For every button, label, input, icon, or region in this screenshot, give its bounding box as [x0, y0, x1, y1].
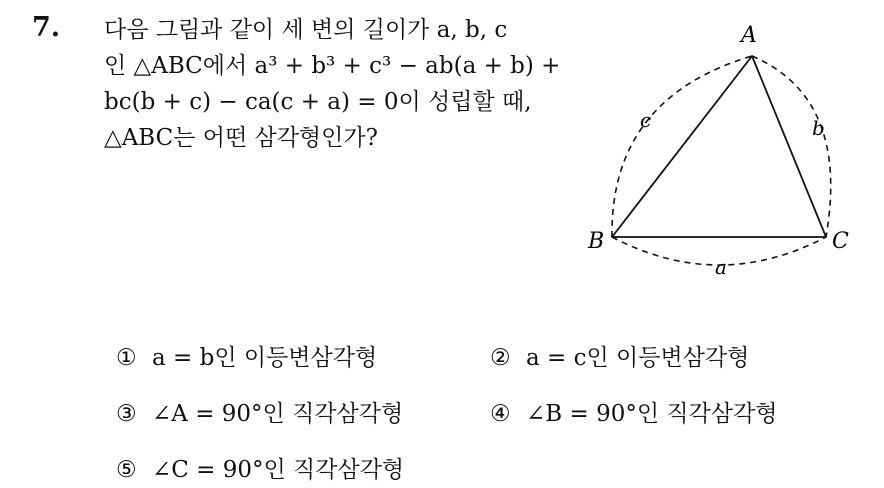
choice-3-mark: ③: [116, 401, 137, 427]
triangle-figure: [580, 18, 870, 288]
choice-5-mark: ⑤: [116, 457, 137, 483]
choice-2-mark: ②: [490, 345, 511, 371]
stem-line-1: 다음 그림과 같이 세 변의 길이가 a, b, c: [104, 17, 508, 43]
vertex-label-b: B: [588, 229, 605, 254]
choice-4-text: ∠B = 90°인 직각삼각형: [526, 401, 778, 427]
stem-line-4: △ABC는 어떤 삼각형인가?: [104, 125, 378, 151]
choice-3-text: ∠A = 90°인 직각삼각형: [152, 401, 404, 427]
side-label-a: a: [715, 255, 727, 279]
choice-4-mark: ④: [490, 401, 511, 427]
choice-1[interactable]: [116, 342, 377, 374]
choice-5[interactable]: [116, 454, 404, 486]
stem-line-2: 인 △ABC에서 a³ + b³ + c³ − ab(a + b) +: [104, 53, 561, 79]
triangle-abc: [612, 56, 826, 237]
question-number: 7.: [32, 12, 61, 43]
choice-1-mark: ①: [116, 345, 137, 371]
side-label-c: c: [640, 108, 652, 132]
question-stem: [104, 12, 574, 156]
vertex-label-a: A: [741, 23, 757, 48]
side-label-b: b: [812, 116, 825, 140]
choice-3[interactable]: [116, 398, 403, 430]
triangle-diagram: [580, 18, 870, 288]
choice-4[interactable]: [490, 398, 777, 430]
vertex-label-c: C: [832, 229, 849, 254]
stem-line-3: bc(b + c) − ca(c + a) = 0이 성립할 때,: [104, 89, 532, 115]
choice-1-text: a = b인 이등변삼각형: [152, 345, 378, 371]
choice-2[interactable]: [490, 342, 749, 374]
choice-2-text: a = c인 이등변삼각형: [526, 345, 750, 371]
choice-5-text: ∠C = 90°인 직각삼각형: [152, 457, 405, 483]
